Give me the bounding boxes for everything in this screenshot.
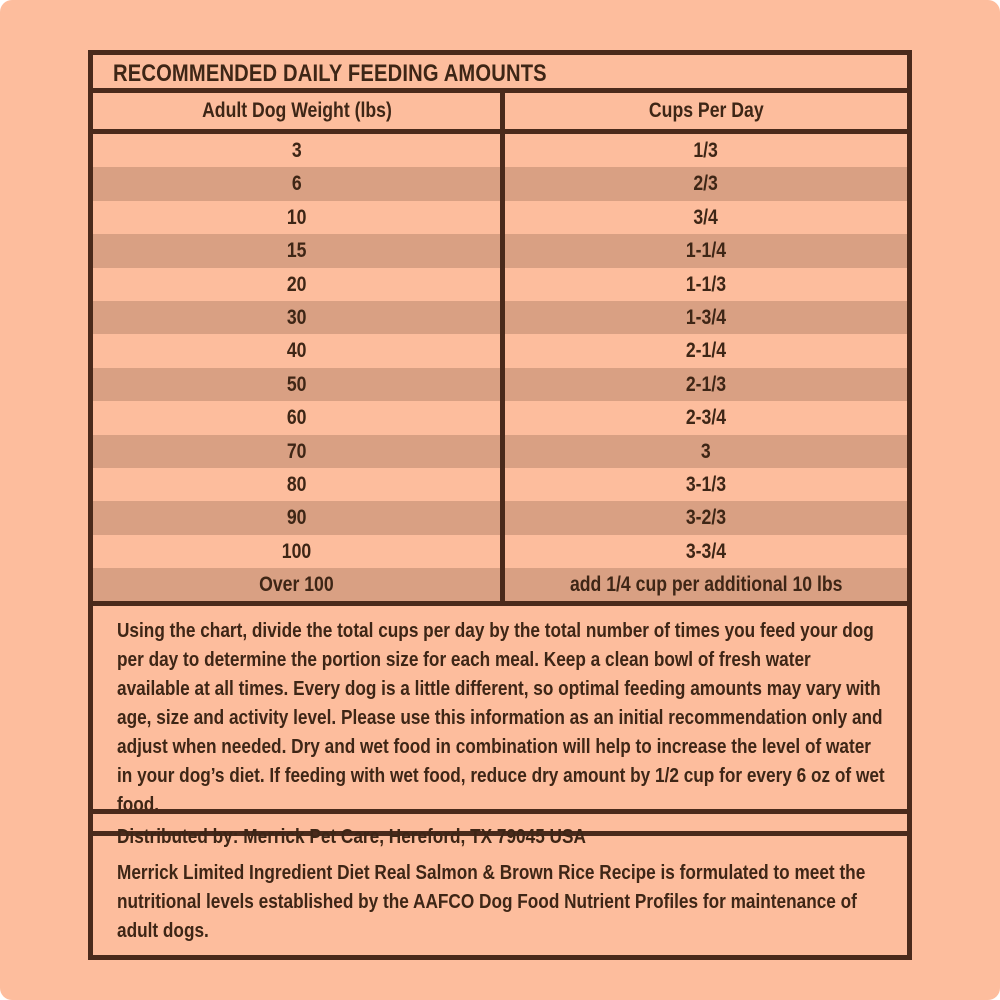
table-row	[93, 134, 907, 167]
cell-value: 100	[281, 539, 312, 563]
cups-cell	[500, 568, 907, 601]
cell-value: 60	[286, 406, 307, 430]
feeding-table-body	[93, 134, 907, 606]
distributor-info: Distributed by: Merrick Pet Care, Hereford, TX 79045 USA	[117, 825, 586, 848]
cell-value: 50	[286, 372, 307, 396]
cups-cell	[500, 167, 907, 200]
cell-value: 2-1/4	[685, 339, 727, 363]
cups-cell	[500, 501, 907, 534]
cell-value: 3	[701, 439, 711, 463]
table-row	[93, 501, 907, 534]
table-row	[93, 301, 907, 334]
cups-cell	[500, 368, 907, 401]
cups-cell	[500, 268, 907, 301]
weight-cell	[93, 535, 500, 568]
cell-value: 1-1/3	[685, 272, 727, 296]
cell-value: 1-1/4	[685, 239, 727, 263]
usage-notes	[93, 606, 907, 831]
cups-cell	[500, 468, 907, 501]
table-title-row	[93, 55, 907, 93]
cell-value: 20	[286, 272, 307, 296]
cell-value: 2-1/3	[685, 372, 727, 396]
cell-value: 3-3/4	[685, 539, 727, 563]
cell-value: 3-1/3	[685, 472, 727, 496]
cell-value: 1-3/4	[685, 305, 727, 329]
cups-cell	[500, 134, 907, 167]
table-row	[93, 167, 907, 200]
column-header-weight: Adult Dog Weight (lbs)	[201, 99, 392, 122]
cups-cell	[500, 301, 907, 334]
table-row	[93, 268, 907, 301]
cell-value: 70	[286, 439, 307, 463]
cell-value: 2-3/4	[685, 406, 727, 430]
cups-cell	[500, 435, 907, 468]
cell-value: add 1/4 cup per additional 10 lbs	[569, 573, 843, 597]
cups-cell	[500, 334, 907, 367]
aafco-statement: Merrick Limited Ingredient Diet Real Salmon & Brown Rice Recipe is formulated to meet the nutritional levels established by the AAFCO Dog Food Nutrient Profiles for maintenance of adult dogs.	[117, 861, 866, 942]
usage-notes-text: Using the chart, divide the total cups per day by the total number of times you feed your dog per day to determine the portion size for each meal. Keep a clean bowl of fresh water available at all times. Every dog is a little different, so optimal feeding amounts may vary with age, size and activity level. Please use this information as an initial recommendation only and adjust when needed. Dry and wet food in combination will help to increase the level of water in your dog’s diet. If feeding with wet food, reduce dry amount by 1/2 cup for every 6 oz of wet food.	[117, 619, 885, 817]
feeding-chart	[88, 50, 912, 836]
cups-cell	[500, 201, 907, 234]
weight-cell	[93, 401, 500, 434]
cell-value: 3-2/3	[685, 506, 727, 530]
weight-cell	[93, 334, 500, 367]
table-row	[93, 435, 907, 468]
table-row	[93, 401, 907, 434]
weight-cell	[93, 301, 500, 334]
table-row	[93, 334, 907, 367]
cell-value: 3/4	[693, 205, 719, 229]
cell-value: 90	[286, 506, 307, 530]
cups-cell	[500, 535, 907, 568]
weight-cell	[93, 167, 500, 200]
cups-cell	[500, 401, 907, 434]
weight-cell	[93, 134, 500, 167]
cell-value: 30	[286, 305, 307, 329]
weight-cell	[93, 368, 500, 401]
cell-value: 15	[286, 239, 307, 263]
weight-cell	[93, 268, 500, 301]
weight-cell	[93, 468, 500, 501]
table-row	[93, 535, 907, 568]
table-header-row	[93, 93, 907, 134]
table-row	[93, 568, 907, 601]
weight-cell	[93, 568, 500, 601]
cell-value: 6	[291, 172, 302, 196]
table-row	[93, 234, 907, 267]
weight-cell	[93, 234, 500, 267]
cell-value: 80	[286, 472, 307, 496]
table-row	[93, 468, 907, 501]
table-row	[93, 368, 907, 401]
cell-value: Over 100	[259, 573, 334, 597]
cell-value: 3	[291, 139, 302, 162]
distributor-box	[88, 809, 912, 960]
cell-value: 1/3	[693, 139, 719, 162]
column-header-cups: Cups Per Day	[500, 93, 907, 129]
cups-cell	[500, 234, 907, 267]
weight-cell	[93, 501, 500, 534]
table-title: RECOMMENDED DAILY FEEDING AMOUNTS	[113, 60, 547, 87]
weight-cell	[93, 435, 500, 468]
cell-value: 10	[286, 205, 307, 229]
weight-cell	[93, 201, 500, 234]
table-row	[93, 201, 907, 234]
cell-value: 2/3	[693, 172, 719, 196]
cell-value: 40	[286, 339, 307, 363]
